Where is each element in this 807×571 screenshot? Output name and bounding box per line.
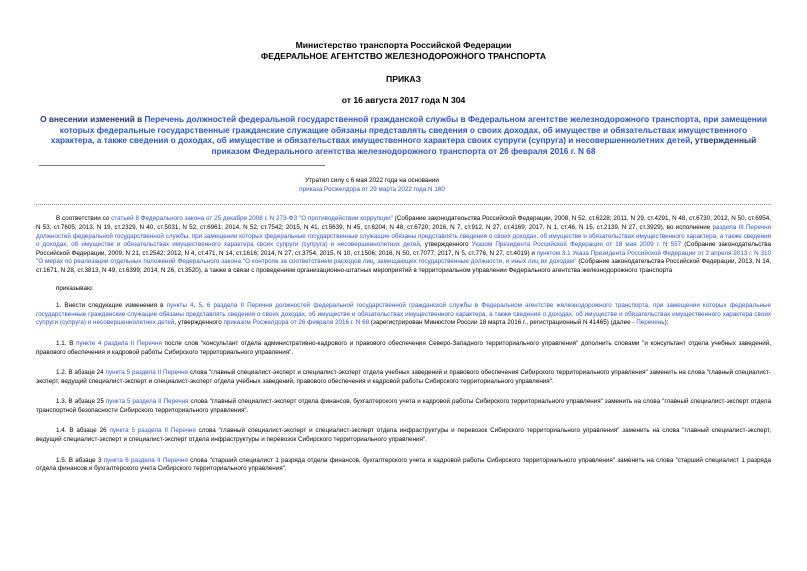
item-1-3: 1.3. В абзаце 25 пункта 5 раздела II Перечня слова "главный специалист-эксперт отдела финансов, бухгалтерского учета и кадровой работы Сибирского территориального управления" заменить на слова "главный специалист-эксперт отдела транспортной безопасности Сибирского территориального управления".: [36, 398, 771, 414]
link-item5[interactable]: 5: [198, 302, 202, 310]
link-order-68[interactable]: приказом Росжелдора от 26 февраля 2016 г. N 68: [223, 319, 370, 327]
link-law-273[interactable]: статьей 8 Федерального закона от 25 декабря 2008 г. N 273-ФЗ "О противодействии коррупции": [111, 215, 393, 223]
link-item15[interactable]: пункта 6 раздела II Перечня: [103, 456, 188, 464]
title-link-order[interactable]: приказом Федерального агентства железнодорожного транспорта от 26 февраля 2016 г. N 68: [211, 145, 596, 156]
title-link-list[interactable]: Перечень должностей федеральной государственной гражданской службы в Федеральном агентстве железнодорожного транспорта, при замещении которых федеральные государственные гражданские служащие обязаны представлять сведения о своих доходах, об имуществе и обязательствах имущественного характера, а также сведения о доходах, об имуществе и обязательствах имущественного характера своих супруги (супруга) и несовершеннолетних детей: [50, 114, 767, 146]
link-decree-557[interactable]: Указом Президента Российской Федерации от 18 мая 2009 г. N 557: [471, 241, 682, 249]
agency-name: ФЕДЕРАЛЬНОЕ АГЕНТСТВО ЖЕЛЕЗНОДОРОЖНОГО ТРАНСПОРТА: [260, 51, 547, 61]
link-section-3[interactable]: раздела III Перечня должностей федеральной государственной службы, при замещении которых федеральные государственные служащие обязаны представлять сведения о своих доходах, об имуществе и обязательствах имущественного характера, а также сведения о доходах, об имуществе и обязательствах имущественного характера своих супруги (супруга) и несовершеннолетних детей: [36, 223, 771, 249]
link-item12[interactable]: пункта 5 раздела II Перечня: [105, 369, 188, 377]
item-1: 1. Внести следующие изменения в пункты 4, 5, 6 раздела II Перечня должностей федеральной государственной гражданской службы в Федеральном агентстве железнодорожного транспорта, при замещении которых федеральные государственные гражданские служащие обязаны представлять сведения о своих доходах, об имуществе и обязательствах имущественного характера, а также сведения о доходах, об имуществе и обязательствах имущественного характера своих супруги (супруга) и несовершеннолетних детей, утвержденного приказом Росжелдора от 26 февраля 2016 г. N 68 (зарегистрирован Минюстом России 18 марта 2016 г., регистрационный N 41465) (далее - Перечень):: [36, 302, 772, 327]
item-1-1: 1.1. В пункте 4 раздела II Перечня после слов "консультант отдела административно-кадрового и правового обеспечения Северо-Западного территориального управления" дополнить словами "и консультант отдела учебных заведений, правового обеспечения и кадровой работы Сибирского территориального управления".: [36, 339, 771, 356]
link-item14[interactable]: пункта 5 раздела II Перечня: [109, 427, 196, 435]
status-link[interactable]: приказа Росжелдора от 29 марта 2022 года N 160: [299, 186, 445, 194]
order-word: приказываю:: [56, 284, 94, 292]
document-title: О внесении изменений в Перечень должностей федеральной государственной гражданской службы в Федеральном агентстве железнодорожного транспорта, при замещении которых федеральные государственные гражданские служащие обязаны представлять сведения о своих доходах, об имуществе и обязательствах имущественного характера, а также сведения о доходах, об имуществе и обязательствах имущественного характера своих супруги (супруга) и несовершеннолетних детей, утвержденный приказом Федерального агентства железнодорожного транспорта от 26 февраля 2016 г. N 68: [40, 114, 767, 156]
link-item13[interactable]: пункта 5 раздела II Перечня: [105, 398, 189, 406]
link-decree-310[interactable]: пунктом 3.1 Указа Президента Российской Федерации от 2 апреля 2013 г. N 310 "О мерах по реализации отдельных положений Федерального закона "О контроле за соответствием расходов лиц, замещающих государственные должности, и иных лиц их доходам": [36, 249, 771, 266]
link-item6-list[interactable]: 6 раздела II Перечня должностей федеральной государственной гражданской службы в Федеральном агентстве железнодорожного транспорта, при замещении которых федеральные государственные гражданские служащие обязаны представлять сведения о своих доходах, об имуществе и обязательствах имущественного характера, а также сведения о доходах, об имуществе и обязательствах имущественного характера своих супруги (супруга) и несовершеннолетних детей: [36, 302, 772, 327]
link-list[interactable]: Перечень: [636, 319, 665, 327]
preamble-paragraph: В соответствии со статьей 8 Федерального закона от 25 декабря 2008 г. N 273-ФЗ "О противодействии коррупции" (Собрание законодательства Российской Федерации, 2008, N 52, ст.6228; 2011, N 29, ст.4291, N 48, ст.6730; 2012, N 50, ст.6954, N 53, ст.7605; 2013, N 19, ст.2329, N 40, ст.5031, N 52, ст.6961; 2014, N 52, ст.7542; 2015, N 41, ст.5639, N 45, ст.6204, N 48, ст.6720; 2016, N 7, ст.912, N 27, ст.4169; 2017, N 1, ст.46, N 15, ст.2139, N 27, ст.3929), во исполнение раздела III Перечня должностей федеральной государственной службы, при замещении которых федеральные государственные служащие обязаны представлять сведения о своих доходах, об имуществе и обязательствах имущественного характера, а также сведения о доходах, об имуществе и обязательствах имущественного характера своих супруги (супруга) и несовершеннолетних детей, утвержденного Указом Президента Российской Федерации от 18 мая 2009 г. N 557 (Собрание законодательства Российской Федерации, 2009, N 21, ст.2542; 2012, N 4, ст.471, N 14, ст.1616; 2014, N 27, ст.3754; 2015, N 10, ст.1506; 2016, N 50, ст.7077; 2017, N 5, ст.776, N 27, ст.4019) и пунктом 3.1 Указа Президента Российской Федерации от 2 апреля 2013 г. N 310 "О мерах по реализации отдельных положений Федерального закона "О контроле за соответствием расходов лиц, замещающих государственные должности, и иных лиц их доходам" (Собрание законодательства Российской Федерации, 2013, N 14, ст.1671, N 28, ст.3813, N 49, ст.6399; 2014, N 26, ст.3520), а также в связи с проведением организационно-штатных мероприятий в территориальном управлении Федерального агентства железнодорожного транспорта: [36, 215, 772, 274]
link-item4[interactable]: пункты 4: [166, 302, 194, 310]
divider-dotted: [36, 204, 771, 205]
ministry-name: Министерство транспорта Российской Федерации: [295, 40, 512, 50]
status-note: Утратил силу с 6 мая 2022 года на основании приказа Росжелдора от 29 марта 2022 года N 160: [299, 177, 445, 194]
item-1-5: 1.5. В абзаце 3 пункта 6 раздела II Перечня слова "старший специалист 1 разряда отдела финансов, бухгалтерского учета и кадровой работы Сибирского территориального управления" заменить на слова "старший специалист 1 разряда отдела финансов и бухгалтерского учета Сибирского территориального управления".: [36, 456, 771, 473]
link-item11[interactable]: пункте 4 раздела II Перечня: [76, 339, 162, 347]
item-1-2: 1.2. В абзаце 24 пункта 5 раздела II Перечня слова "главный специалист-эксперт и специалист-эксперт отдела учебных заведений и правового обеспечения Сибирского территориального управления" заменить на слова "главный специалист-эксперт, ведущий специалист-эксперт и специалист-эксперт отдела учебных заведений, правового обеспечения и кадровой работы Сибирского территориального управления".: [36, 369, 772, 385]
divider: [39, 165, 325, 166]
doc-date-number: от 16 августа 2017 года N 304: [341, 95, 466, 105]
item-1-4: 1.4. В абзаце 26 пункта 5 раздела II Перечня слова "главный специалист-эксперт и специалист-эксперт отдела инфраструктуры и перевозок Сибирского территориального управления" заменить на слова "главный специалист-эксперт, ведущий специалист-эксперт и специалист-эксперт отдела инфраструктуры и перевозок Сибирского территориального управления".: [36, 427, 771, 444]
document: [36, 40, 771, 474]
doc-type: ПРИКАЗ: [386, 74, 421, 84]
